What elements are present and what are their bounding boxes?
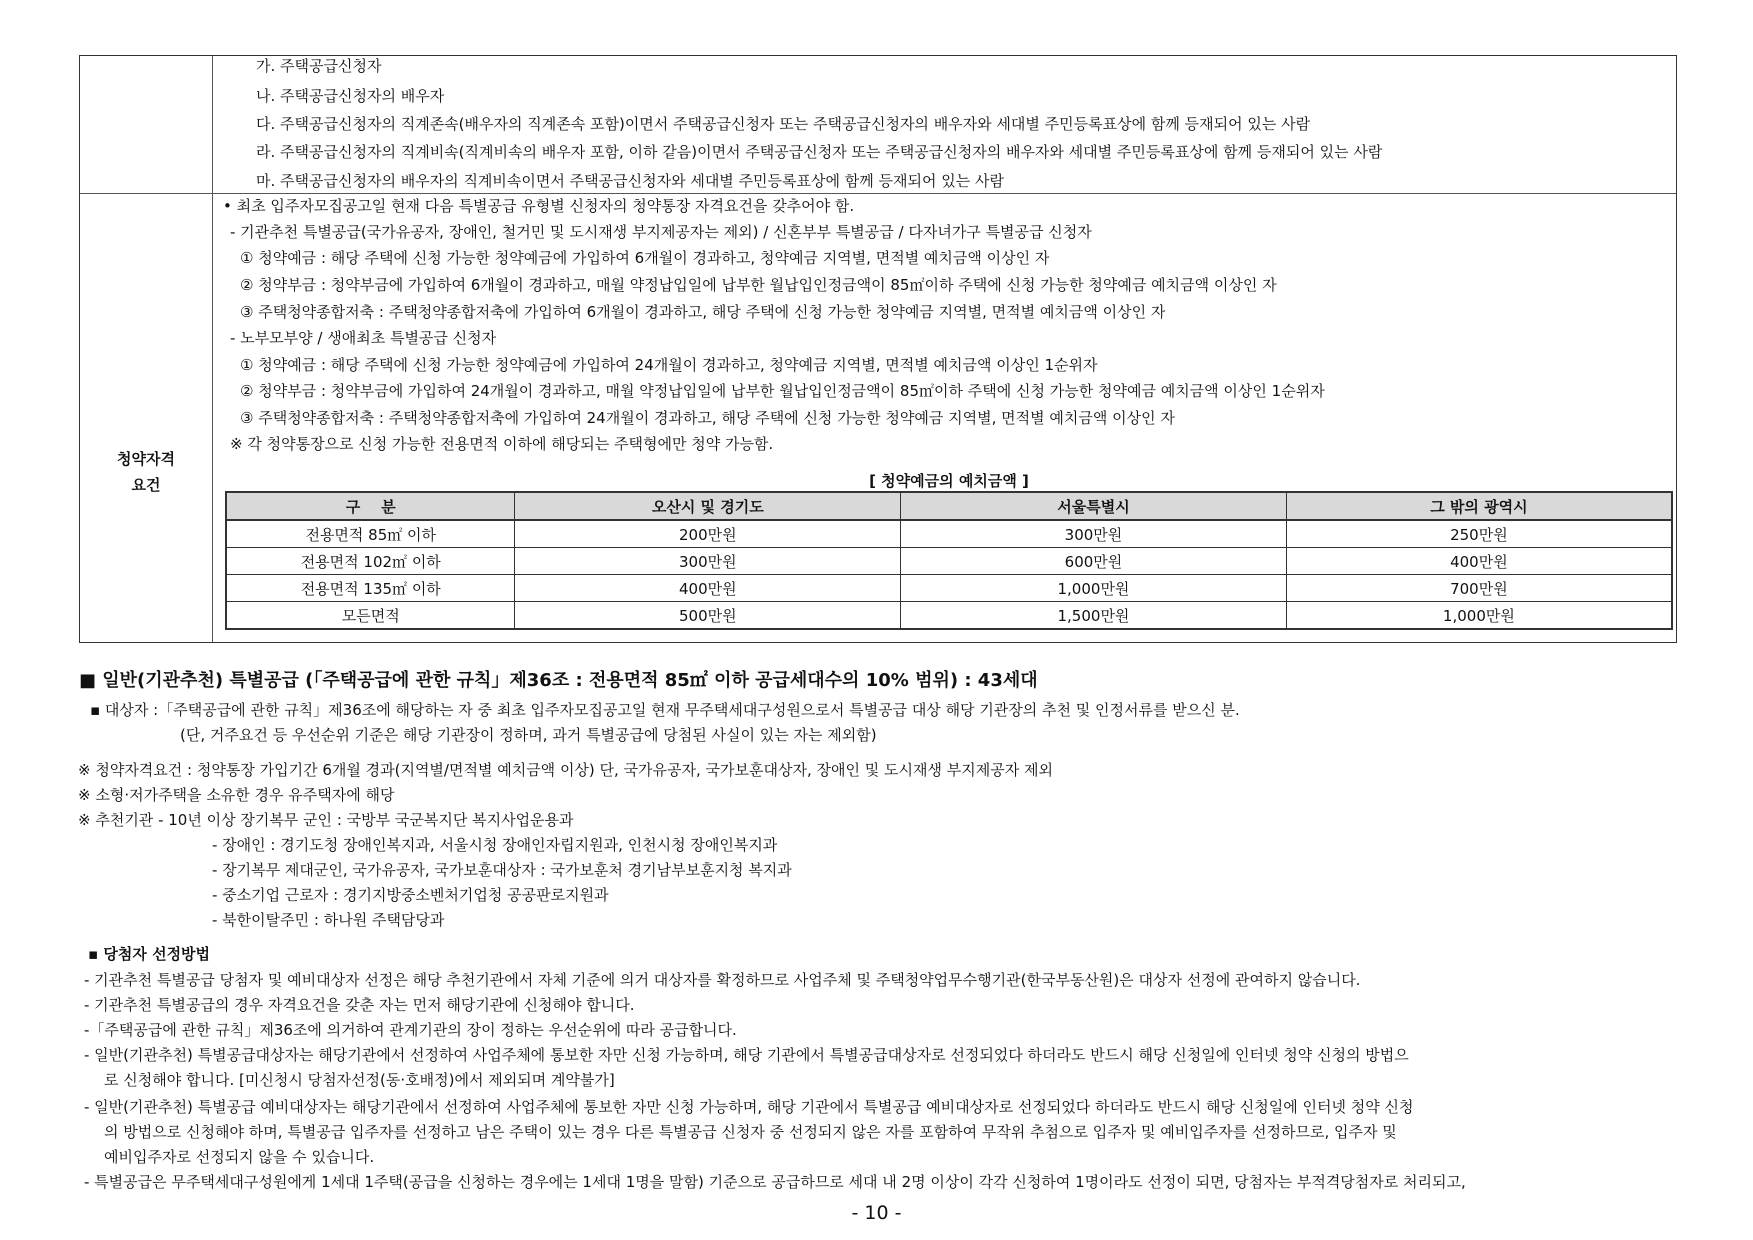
deposit-table-caption: [ 청약예금의 예치금액 ] — [869, 472, 1029, 490]
list-item: 다. 주택공급신청자의 직계존속(배우자의 직계존속 포함)이면서 주택공급신청자 또는 주택공급신청자의 배우자와 세대별 주민등록표상에 함께 등재되어 있는 사람 — [256, 115, 1311, 133]
table-cell: 1,000만원 — [901, 575, 1287, 602]
table-row-divider — [80, 193, 1676, 194]
table-row — [226, 575, 1672, 602]
page-number: - 10 - — [851, 1202, 902, 1224]
winner-line: 의 방법으로 신청해야 하며, 특별공급 입주자를 선정하고 남은 주택이 있는 경우 다른 특별공급 신청자 중 선정되지 않은 자를 포함하여 무작위 추첨으로 입주자 및 예비입주자를 선정하므로, 입주자 및 — [104, 1123, 1397, 1141]
deposit-table — [225, 491, 1673, 630]
table-cell: 200만원 — [515, 520, 901, 548]
table-cell: 400만원 — [1286, 548, 1672, 575]
winner-line: - 일반(기관추천) 특별공급 예비대상자는 해당기관에서 선정하여 사업주체에 통보한 자만 신청 가능하며, 해당 기관에서 특별공급 예비대상자로 선정되었다 하더라도 반드시 해당 신청일에 인터넷 청약 신청 — [84, 1098, 1414, 1116]
requirement-line: • 최초 입주자모집공고일 현재 다음 특별공급 유형별 신청자의 청약통장 자격요건을 갖추어야 함. — [223, 197, 855, 215]
winner-line: - 특별공급은 무주택세대구성원에게 1세대 1주택(공급을 신청하는 경우에는 1세대 1명을 말함) 기준으로 공급하므로 세대 내 2명 이상이 각각 신청하여 1명이라도 선정이 되면, 당첨자는 부적격당첨자로 처리되고, — [84, 1173, 1466, 1191]
deposit-table-header-row — [226, 492, 1672, 520]
requirement-line: ③ 주택청약종합저축 : 주택청약종합저축에 가입하여 24개월이 경과하고, 해당 주택에 신청 가능한 청약예금 지역별, 면적별 예치금액 이상인 자 — [240, 409, 1175, 427]
table-cell: 600만원 — [901, 548, 1287, 575]
requirement-line: ① 청약예금 : 해당 주택에 신청 가능한 청약예금에 가입하여 24개월이 경과하고, 청약예금 지역별, 면적별 예치금액 이상인 1순위자 — [240, 356, 1098, 374]
list-item: 가. 주택공급신청자 — [256, 57, 382, 75]
note-line: ※ 추천기관 - 10년 이상 장기복무 군인 : 국방부 국군복지단 복지사업운용과 — [78, 811, 574, 829]
requirement-note: ※ 각 청약통장으로 신청 가능한 전용면적 이하에 해당되는 주택형에만 청약 가능함. — [230, 435, 774, 453]
table-row — [226, 548, 1672, 575]
table-row — [226, 520, 1672, 548]
requirement-line: ② 청약부금 : 청약부금에 가입하여 24개월이 경과하고, 매월 약정납입일에 납부한 월납입인정금액이 85㎡이하 주택에 신청 가능한 청약예금 예치금액 이상인 1순위자 — [240, 382, 1325, 400]
winner-line: - 기관추천 특별공급 당첨자 및 예비대상자 선정은 해당 추천기관에서 자체 기준에 의거 대상자를 확정하므로 사업주체 및 주택청약업무수행기관(한국부동산원)은 대상자 선정에 관여하지 않습니다. — [84, 971, 1361, 989]
winner-line: - 일반(기관추천) 특별공급대상자는 해당기관에서 선정하여 사업주체에 통보한 자만 신청 가능하며, 해당 기관에서 특별공급대상자로 선정되었다 하더라도 반드시 해당 신청일에 인터넷 청약 신청의 방법으 — [84, 1046, 1409, 1064]
winner-line: - 기관추천 특별공급의 경우 자격요건을 갖춘 자는 먼저 해당기관에 신청해야 합니다. — [84, 996, 635, 1014]
table-cell: 250만원 — [1286, 520, 1672, 548]
list-item: 마. 주택공급신청자의 배우자의 직계비속이면서 주택공급신청자와 세대별 주민등록표상에 함께 등재되어 있는 사람 — [256, 172, 1004, 190]
table-cell: 300만원 — [901, 520, 1287, 548]
table-cell: 1,000만원 — [1286, 602, 1672, 630]
requirement-line: ② 청약부금 : 청약부금에 가입하여 6개월이 경과하고, 매월 약정납입일에 납부한 월납입인정금액이 85㎡이하 주택에 신청 가능한 청약예금 예치금액 이상인 자 — [240, 276, 1277, 294]
winner-line: 로 신청해야 합니다. [미신청시 당첨자선정(동·호배정)에서 제외되며 계약불가] — [104, 1071, 615, 1089]
table-cell: 전용면적 85㎡ 이하 — [226, 520, 515, 548]
table-column-divider — [212, 56, 213, 642]
row-label-eligibility: 청약자격 요건 — [117, 450, 175, 494]
note-line: ※ 청약자격요건 : 청약통장 가입기간 6개월 경과(지역별/면적별 예치금액 이상) 단, 국가유공자, 국가보훈대상자, 장애인 및 도시재생 부지제공자 제외 — [78, 761, 1053, 779]
agency-line: - 북한이탈주민 : 하나원 주택담당과 — [212, 911, 445, 929]
winner-line: 예비입주자로 선정되지 않을 수 있습니다. — [104, 1148, 375, 1166]
table-cell: 700만원 — [1286, 575, 1672, 602]
column-header: 그 밖의 광역시 — [1286, 492, 1672, 520]
target-line: ▪ 대상자 :「주택공급에 관한 규칙」제36조에 해당하는 자 중 최초 입주자모집공고일 현재 무주택세대구성원으로서 특별공급 대상 해당 기관장의 추천 및 인정서류를 받으신 분. — [90, 701, 1240, 719]
table-cell: 전용면적 135㎡ 이하 — [226, 575, 515, 602]
requirement-line: ③ 주택청약종합저축 : 주택청약종합저축에 가입하여 6개월이 경과하고, 해당 주택에 신청 가능한 청약예금 지역별, 면적별 예치금액 이상인 자 — [240, 303, 1166, 321]
list-item: 라. 주택공급신청자의 직계비속(직계비속의 배우자 포함, 이하 같음)이면서 주택공급신청자 또는 주택공급신청자의 배우자와 세대별 주민등록표상에 함께 등재되어 있는 사람 — [256, 143, 1383, 161]
section-heading: ■ 일반(기관추천) 특별공급 (「주택공급에 관한 규칙」제36조 : 전용면적 85㎡ 이하 공급세대수의 10% 범위) : 43세대 — [79, 670, 1038, 691]
column-header: 오산시 및 경기도 — [515, 492, 901, 520]
table-cell: 모든면적 — [226, 602, 515, 630]
column-header: 구 분 — [226, 492, 515, 520]
winner-line: -「주택공급에 관한 규칙」제36조에 의거하여 관계기관의 장이 정하는 우선순위에 따라 공급합니다. — [84, 1021, 737, 1039]
table-cell: 500만원 — [515, 602, 901, 630]
table-cell: 전용면적 102㎡ 이하 — [226, 548, 515, 575]
requirement-line: - 노부모부양 / 생애최초 특별공급 신청자 — [230, 329, 497, 347]
requirement-line: - 기관추천 특별공급(국가유공자, 장애인, 철거민 및 도시재생 부지제공자는 제외) / 신혼부부 특별공급 / 다자녀가구 특별공급 신청자 — [230, 223, 1092, 241]
table-cell: 1,500만원 — [901, 602, 1287, 630]
agency-line: - 장기복무 제대군인, 국가유공자, 국가보훈대상자 : 국가보훈처 경기남부보훈지청 복지과 — [212, 861, 792, 879]
list-item: 나. 주택공급신청자의 배우자 — [256, 87, 445, 105]
agency-line: - 중소기업 근로자 : 경기지방중소벤처기업청 공공판로지원과 — [212, 886, 609, 904]
table-row — [226, 602, 1672, 630]
table-cell: 300만원 — [515, 548, 901, 575]
requirement-line: ① 청약예금 : 해당 주택에 신청 가능한 청약예금에 가입하여 6개월이 경과하고, 청약예금 지역별, 면적별 예치금액 이상인 자 — [240, 249, 1050, 267]
table-cell: 400만원 — [515, 575, 901, 602]
agency-line: - 장애인 : 경기도청 장애인복지과, 서울시청 장애인자립지원과, 인천시청 장애인복지과 — [212, 836, 778, 854]
column-header: 서울특별시 — [901, 492, 1287, 520]
winner-heading: ▪ 당첨자 선정방법 — [88, 945, 211, 963]
note-line: ※ 소형·저가주택을 소유한 경우 유주택자에 해당 — [78, 786, 395, 804]
target-line-note: (단, 거주요건 등 우선순위 기준은 해당 기관장이 정하며, 과거 특별공급에 당첨된 사실이 있는 자는 제외함) — [180, 726, 877, 744]
